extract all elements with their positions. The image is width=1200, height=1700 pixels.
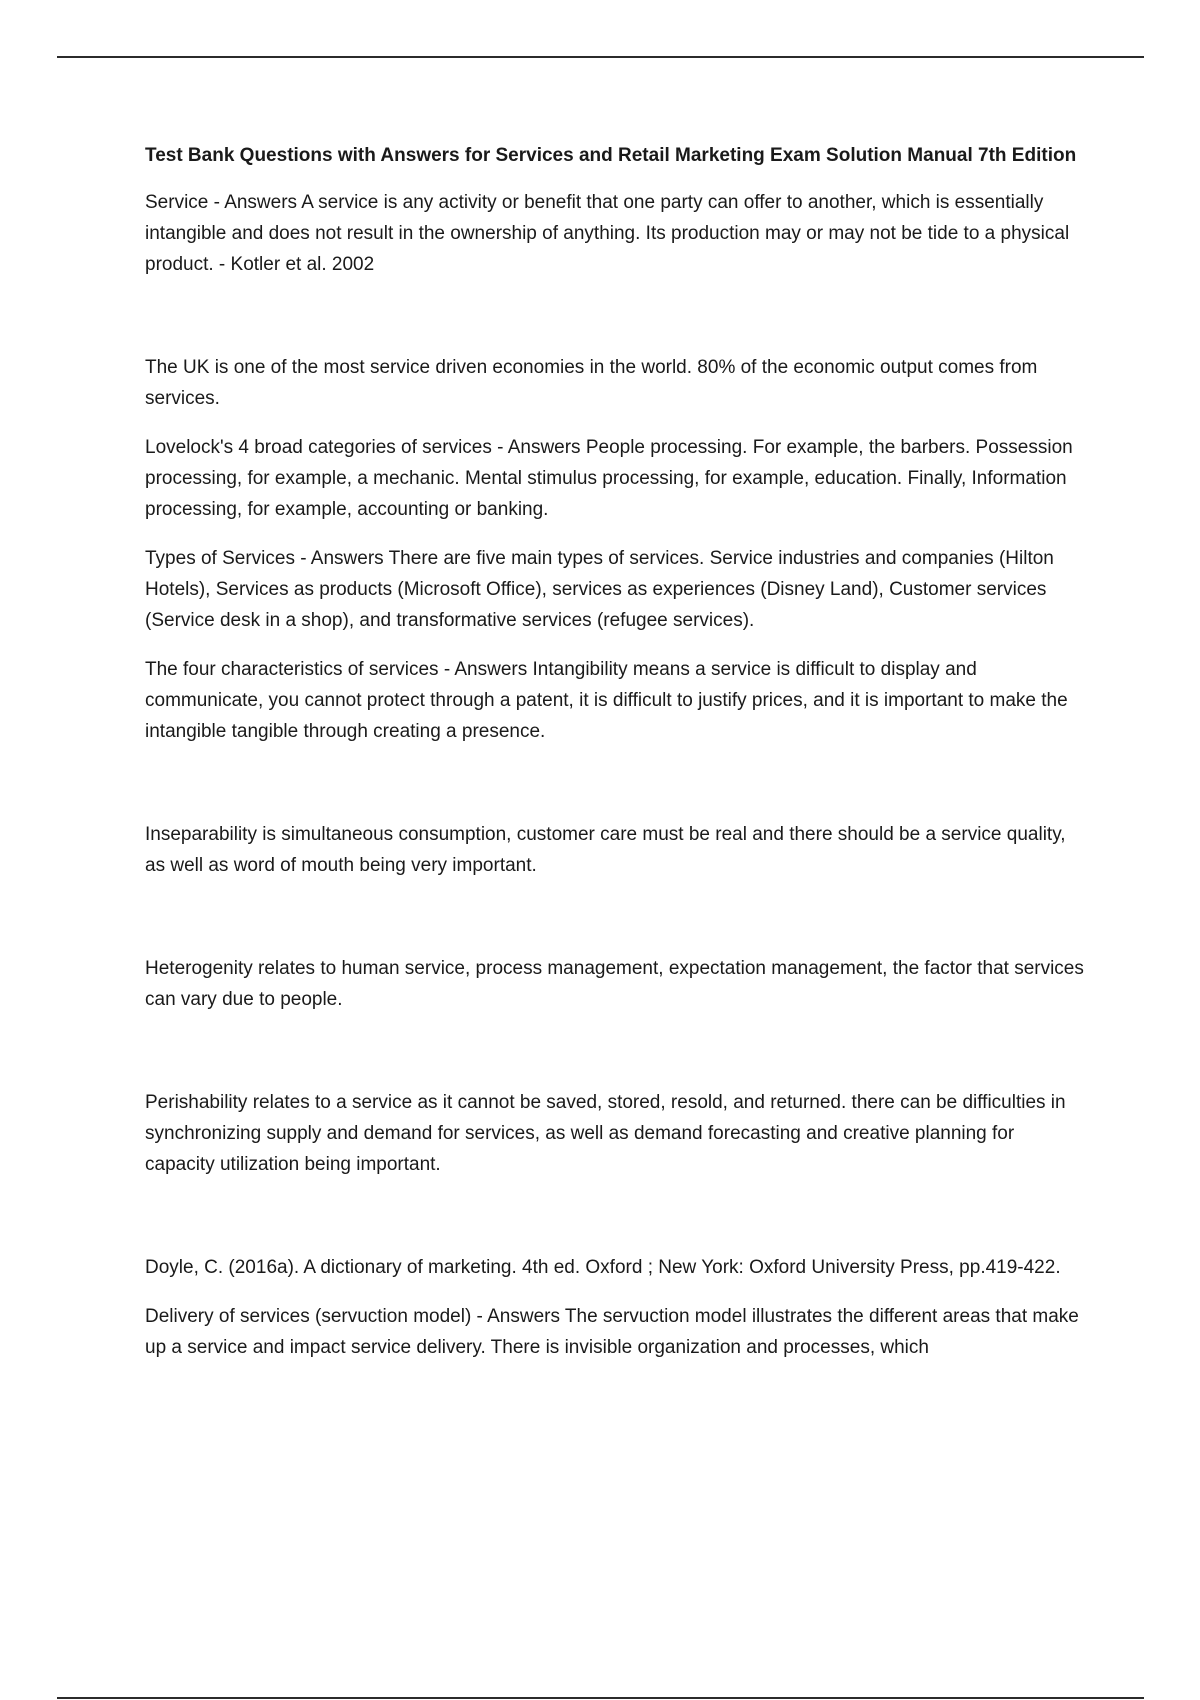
header-rule	[57, 56, 1144, 58]
paragraph-servuction-model: Delivery of services (servuction model) - Answers The servuction model illustrates the different areas that make up a service and impact service delivery. There is invisible organization and processes, which	[145, 1306, 1079, 1358]
paragraph-doyle-reference: Doyle, C. (2016a). A dictionary of marketing. 4th ed. Oxford ; New York: Oxford University Press, pp.419-422.	[145, 1257, 1061, 1278]
paragraph-perishability: Perishability relates to a service as it cannot be saved, stored, resold, and returned. there can be difficulties in synchronizing supply and demand for services, as well as demand forecasting and creative planning for capacity utilization being important.	[145, 1092, 1066, 1175]
paragraph-four-characteristics: The four characteristics of services - Answers Intangibility means a service is difficult to display and communicate, you cannot protect through a patent, it is difficult to justify prices, and it is important to make the intangible tangible through creating a presence.	[145, 659, 1068, 742]
paragraph-lovelock-categories: Lovelock's 4 broad categories of services - Answers People processing. For example, the barbers. Possession processing, for example, a mechanic. Mental stimulus processing, for example, education. Finally, Information processing, for example, accounting or banking.	[145, 437, 1073, 520]
document-page	[145, 140, 1085, 1381]
paragraph-types-of-services: Types of Services - Answers There are five main types of services. Service industries and companies (Hilton Hotels), Services as products (Microsoft Office), services as experiences (Disney Land), Customer services (Service desk in a shop), and transformative services (refugee services).	[145, 548, 1054, 631]
footer-rule	[57, 1697, 1144, 1699]
paragraph-heterogenity: Heterogenity relates to human service, process management, expectation management, the factor that services can vary due to people.	[145, 958, 1084, 1010]
paragraph-uk-economy: The UK is one of the most service driven economies in the world. 80% of the economic output comes from services.	[145, 357, 1038, 409]
paragraph-inseparability: Inseparability is simultaneous consumption, customer care must be real and there should be a service quality, as well as word of mouth being very important.	[145, 824, 1066, 876]
document-title: Test Bank Questions with Answers for Services and Retail Marketing Exam Solution Manual 7th Edition	[145, 145, 1077, 166]
paragraph-service-definition: Service - Answers A service is any activity or benefit that one party can offer to another, which is essentially intangible and does not result in the ownership of anything. Its production may or may not be tide to a physical product. - Kotler et al. 2002	[145, 192, 1070, 275]
